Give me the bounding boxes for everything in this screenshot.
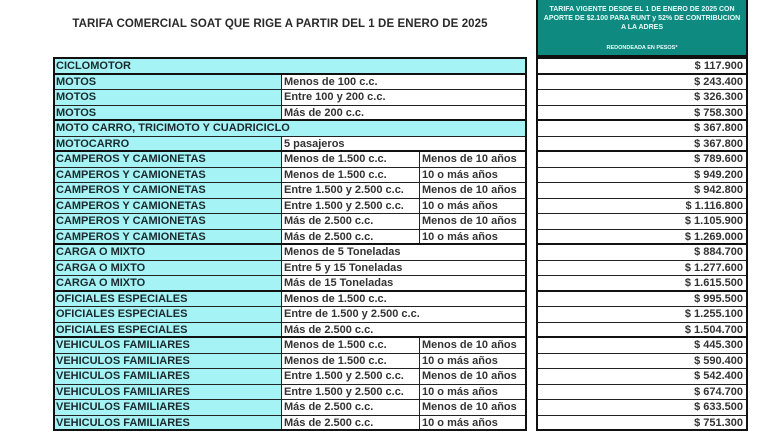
- vehicle-category: CARGA O MIXTO: [55, 276, 282, 290]
- vehicle-age: Menos de 10 años: [420, 400, 525, 415]
- price-row: [538, 338, 746, 354]
- table-row: [55, 121, 525, 137]
- price-row: [538, 369, 746, 385]
- price-row: [538, 400, 746, 416]
- table-row: [55, 369, 525, 385]
- vehicle-subclass: Más de 15 Toneladas: [282, 276, 525, 290]
- price-row: [538, 121, 746, 137]
- price-value: $ 1.105.900: [538, 214, 746, 229]
- price-value: $ 326.300: [538, 90, 746, 105]
- table-row: [55, 338, 525, 354]
- price-value: $ 949.200: [538, 168, 746, 183]
- vehicle-subclass: Menos de 1.500 c.c.: [282, 354, 420, 369]
- price-row: [538, 230, 746, 246]
- page-title: TARIFA COMERCIAL SOAT QUE RIGE A PARTIR DEL 1 DE ENERO DE 2025: [72, 18, 488, 30]
- price-value: $ 117.900: [538, 59, 746, 73]
- price-value: $ 445.300: [538, 338, 746, 353]
- vehicle-category: OFICIALES ESPECIALES: [55, 292, 282, 307]
- table-row: [55, 168, 525, 184]
- vehicle-subclass: Más de 2.500 c.c.: [282, 214, 420, 229]
- vehicle-age: Menos de 10 años: [420, 183, 525, 198]
- price-row: [538, 354, 746, 370]
- vehicle-age: 10 o más años: [420, 199, 525, 214]
- price-row: [538, 168, 746, 184]
- vehicle-subclass: Entre 1.500 y 2.500 c.c.: [282, 385, 420, 400]
- price-value: $ 758.300: [538, 106, 746, 120]
- vehicle-category: CICLOMOTOR: [55, 59, 525, 73]
- price-row: [538, 276, 746, 292]
- price-value: $ 942.800: [538, 183, 746, 198]
- table-row: [55, 183, 525, 199]
- price-value: $ 633.500: [538, 400, 746, 415]
- price-row: [538, 323, 746, 339]
- price-row: [538, 307, 746, 323]
- price-value: $ 367.800: [538, 137, 746, 151]
- price-row: [538, 292, 746, 308]
- table-row: [55, 400, 525, 416]
- price-value: $ 243.400: [538, 75, 746, 90]
- vehicle-subclass: Más de 2.500 c.c.: [282, 400, 420, 415]
- table-row: [55, 276, 525, 292]
- vehicle-subclass: Entre de 1.500 y 2.500 c.c.: [282, 307, 525, 322]
- vehicle-category: VEHICULOS FAMILIARES: [55, 400, 282, 415]
- vehicle-subclass: Menos de 1.500 c.c.: [282, 168, 420, 183]
- vehicle-subclass: Menos de 100 c.c.: [282, 75, 525, 90]
- vehicle-category: MOTOS: [55, 75, 282, 90]
- table-row: [55, 323, 525, 339]
- vehicle-subclass: Menos de 1.500 c.c.: [282, 338, 420, 353]
- vehicle-age: 10 o más años: [420, 168, 525, 183]
- table-row: [55, 90, 525, 106]
- table-row: [55, 354, 525, 370]
- price-column-header: [536, 0, 748, 57]
- vehicle-subclass: Menos de 1.500 c.c.: [282, 292, 525, 307]
- price-value: $ 1.504.700: [538, 323, 746, 337]
- price-row: [538, 214, 746, 230]
- vehicle-age: 10 o más años: [420, 354, 525, 369]
- vehicle-subclass: 5 pasajeros: [282, 137, 525, 151]
- vehicle-classification-table: [53, 57, 527, 431]
- price-value: $ 884.700: [538, 245, 746, 260]
- vehicle-subclass: Más de 2.500 c.c.: [282, 323, 525, 337]
- price-value: $ 1.116.800: [538, 199, 746, 214]
- vehicle-age: Menos de 10 años: [420, 369, 525, 384]
- vehicle-age: 10 o más años: [420, 385, 525, 400]
- price-row: [538, 152, 746, 168]
- vehicle-category: MOTOCARRO: [55, 137, 282, 151]
- table-row: [55, 214, 525, 230]
- price-row: [538, 416, 746, 432]
- vehicle-subclass: Más de 2.500 c.c.: [282, 416, 420, 430]
- vehicle-age: Menos de 10 años: [420, 152, 525, 167]
- vehicle-subclass: Entre 1.500 y 2.500 c.c.: [282, 183, 420, 198]
- price-table: [536, 57, 748, 431]
- price-value: $ 674.700: [538, 385, 746, 400]
- vehicle-age: 10 o más años: [420, 230, 525, 244]
- vehicle-category: MOTOS: [55, 106, 282, 120]
- vehicle-category: CARGA O MIXTO: [55, 245, 282, 260]
- table-row: [55, 292, 525, 308]
- vehicle-category: VEHICULOS FAMILIARES: [55, 416, 282, 430]
- price-row: [538, 183, 746, 199]
- price-row: [538, 199, 746, 215]
- price-row: [538, 245, 746, 261]
- vehicle-subclass: Entre 100 y 200 c.c.: [282, 90, 525, 105]
- price-value: $ 789.600: [538, 152, 746, 167]
- price-row: [538, 385, 746, 401]
- price-value: $ 1.269.000: [538, 230, 746, 244]
- table-row: [55, 230, 525, 246]
- price-row: [538, 75, 746, 91]
- vehicle-category: VEHICULOS FAMILIARES: [55, 338, 282, 353]
- price-row: [538, 59, 746, 75]
- vehicle-category: CAMPEROS Y CAMIONETAS: [55, 152, 282, 167]
- vehicle-category: VEHICULOS FAMILIARES: [55, 385, 282, 400]
- price-value: $ 590.400: [538, 354, 746, 369]
- vehicle-subclass: Menos de 5 Toneladas: [282, 245, 525, 260]
- table-row: [55, 152, 525, 168]
- table-row: [55, 137, 525, 153]
- table-row: [55, 59, 525, 75]
- price-value: $ 1.255.100: [538, 307, 746, 322]
- vehicle-category: CAMPEROS Y CAMIONETAS: [55, 230, 282, 244]
- vehicle-subclass: Entre 1.500 y 2.500 c.c.: [282, 369, 420, 384]
- price-value: $ 367.800: [538, 121, 746, 136]
- price-header-note: REDONDEADA EN PESOS*: [606, 45, 678, 51]
- vehicle-subclass: Entre 1.500 y 2.500 c.c.: [282, 199, 420, 214]
- vehicle-age: Menos de 10 años: [420, 338, 525, 353]
- vehicle-age: Menos de 10 años: [420, 214, 525, 229]
- table-row: [55, 416, 525, 432]
- price-header-description: TARIFA VIGENTE DESDE EL 1 DE ENERO DE 2025 CON APORTE DE $2.100 PARA RUNT y 52% DE CONTRIBUCION A LA ADRES: [543, 6, 741, 31]
- price-row: [538, 261, 746, 277]
- table-row: [55, 106, 525, 122]
- vehicle-category: VEHICULOS FAMILIARES: [55, 369, 282, 384]
- price-value: $ 1.615.500: [538, 276, 746, 290]
- vehicle-subclass: Entre 5 y 15 Toneladas: [282, 261, 525, 276]
- vehicle-subclass: Más de 200 c.c.: [282, 106, 525, 120]
- vehicle-category: VEHICULOS FAMILIARES: [55, 354, 282, 369]
- table-row: [55, 245, 525, 261]
- vehicle-category: CAMPEROS Y CAMIONETAS: [55, 214, 282, 229]
- vehicle-category: CARGA O MIXTO: [55, 261, 282, 276]
- vehicle-category: CAMPEROS Y CAMIONETAS: [55, 183, 282, 198]
- table-row: [55, 261, 525, 277]
- price-value: $ 1.277.600: [538, 261, 746, 276]
- price-value: $ 995.500: [538, 292, 746, 307]
- table-row: [55, 199, 525, 215]
- vehicle-subclass: Menos de 1.500 c.c.: [282, 152, 420, 167]
- table-row: [55, 307, 525, 323]
- vehicle-category: MOTO CARRO, TRICIMOTO Y CUADRICICLO: [55, 121, 525, 136]
- price-value: $ 542.400: [538, 369, 746, 384]
- price-row: [538, 137, 746, 153]
- vehicle-age: 10 o más años: [420, 416, 525, 430]
- vehicle-category: OFICIALES ESPECIALES: [55, 307, 282, 322]
- table-row: [55, 75, 525, 91]
- price-value: $ 751.300: [538, 416, 746, 430]
- vehicle-subclass: Más de 2.500 c.c.: [282, 230, 420, 244]
- vehicle-category: MOTOS: [55, 90, 282, 105]
- price-row: [538, 106, 746, 122]
- price-row: [538, 90, 746, 106]
- vehicle-category: CAMPEROS Y CAMIONETAS: [55, 168, 282, 183]
- vehicle-category: CAMPEROS Y CAMIONETAS: [55, 199, 282, 214]
- vehicle-category: OFICIALES ESPECIALES: [55, 323, 282, 337]
- table-row: [55, 385, 525, 401]
